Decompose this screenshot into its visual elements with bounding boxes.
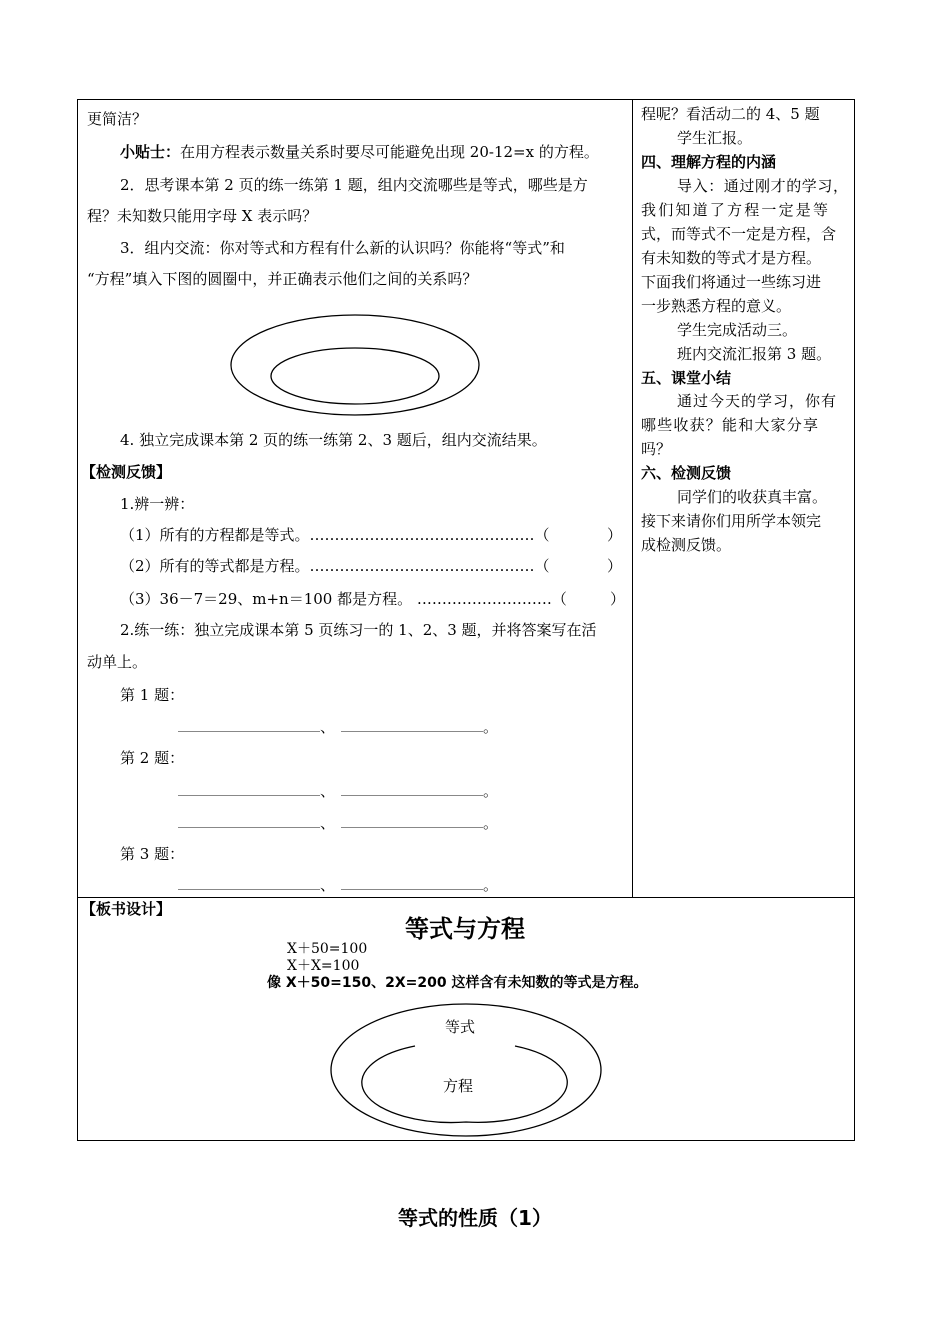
- practice-line-2: 动单上。: [87, 653, 148, 671]
- right-line-14: 同学们的收获真丰富。: [677, 488, 828, 506]
- judge-item-2: （2）所有的等式都是方程。………………………………………（: [120, 557, 550, 575]
- right-line-5: 式，而等式不一定是方程，含: [641, 225, 837, 243]
- end-mark: 。: [483, 814, 499, 832]
- answer-blank[interactable]: [341, 717, 483, 732]
- judge-item-2-close: ）: [607, 557, 623, 575]
- right-line-9: 学生完成活动三。: [677, 321, 798, 339]
- answer-blank[interactable]: [178, 717, 320, 732]
- feedback-header: 【检测反馈】: [81, 463, 172, 481]
- board-equation-1: X＋50=100: [287, 941, 368, 957]
- answer-blank[interactable]: [178, 813, 320, 828]
- question-3-line-2: “方程”填入下图的圆圈中，并正确表示他们之间的关系吗？: [87, 270, 478, 288]
- right-line-12: 哪些收获？能和大家分享: [641, 416, 820, 434]
- tip-label: 小贴士：: [120, 143, 181, 161]
- column-divider: [632, 99, 633, 898]
- end-mark: 。: [483, 718, 499, 736]
- exercise-1-label: 第 1 题：: [120, 686, 185, 704]
- row-divider: [77, 897, 855, 898]
- right-line-8: 一步熟悉方程的意义。: [641, 297, 792, 315]
- exercise-3-label: 第 3 题：: [120, 845, 185, 863]
- question-2-line-2: 程？未知数只能用字母 X 表示吗？: [87, 207, 318, 225]
- right-line-4: 我们知道了方程一定是等: [641, 201, 831, 219]
- exercise-2-answer-row-2: [178, 812, 498, 834]
- exercise-1-answer-row: [178, 716, 498, 738]
- separator: 、: [320, 782, 336, 800]
- judge-item-3: （3）36－7＝29、m+n＝100 都是方程。 ………………………（: [120, 590, 567, 608]
- answer-blank[interactable]: [341, 875, 483, 890]
- answer-blank[interactable]: [178, 781, 320, 796]
- question-2-line-1: 2．思考课本第 2 页的练一练第 1 题，组内交流哪些是等式，哪些是方: [120, 176, 588, 194]
- table-right-border: [854, 99, 855, 1141]
- judge-item-3-close: ）: [610, 590, 626, 608]
- answer-blank[interactable]: [341, 781, 483, 796]
- board-outer-label: 等式: [445, 1018, 476, 1036]
- judge-item-1-close: ）: [607, 526, 623, 544]
- answer-blank[interactable]: [341, 813, 483, 828]
- exercise-2-label: 第 2 题：: [120, 749, 185, 767]
- venn-blank-diagram: [225, 312, 485, 422]
- venn-outer-ellipse: [231, 315, 479, 415]
- section-5-heading: 五、课堂小结: [641, 369, 732, 387]
- judge-item-1: （1）所有的方程都是等式。………………………………………（: [120, 526, 550, 544]
- right-line-16: 成检测反馈。: [641, 536, 732, 554]
- question-3-line-1: 3．组内交流：你对等式和方程有什么新的认识吗？你能将“等式”和: [120, 239, 565, 257]
- answer-blank[interactable]: [178, 875, 320, 890]
- right-line-11: 通过今天的学习，你有: [677, 392, 838, 410]
- table-left-border: [77, 99, 78, 1141]
- exercise-3-answer-row: [178, 874, 498, 896]
- board-statement: 像 X＋50=150、2X=200 这样含有未知数的等式是方程。: [267, 975, 648, 991]
- right-line-2: 学生汇报。: [677, 129, 753, 147]
- section-6-heading: 六、检测反馈: [641, 464, 732, 482]
- judge-title: 1.辨一辨：: [120, 495, 195, 513]
- board-header: 【板书设计】: [81, 900, 172, 918]
- right-line-6: 有未知数的等式才是方程。: [641, 249, 822, 267]
- separator: 、: [320, 718, 336, 736]
- separator: 、: [320, 814, 336, 832]
- right-line-1: 程呢？看活动二的 4、5 题: [641, 105, 820, 123]
- section-4-heading: 四、理解方程的内涵: [641, 153, 777, 171]
- right-line-15: 接下来请你们用所学本领完: [641, 512, 822, 530]
- end-mark: 。: [483, 782, 499, 800]
- practice-line-1: 2.练一练：独立完成课本第 5 页练习一的 1、2、3 题，并将答案写在活: [120, 621, 597, 639]
- board-title: 等式与方程: [405, 915, 525, 943]
- next-section-title: 等式的性质（1）: [398, 1206, 552, 1230]
- end-mark: 。: [483, 876, 499, 894]
- left-line-1: 更简洁？: [87, 110, 148, 128]
- venn-inner-ellipse: [271, 348, 439, 404]
- board-equation-2: X＋X=100: [287, 958, 360, 974]
- question-4: 4. 独立完成课本第 2 页的练一练第 2、3 题后，组内交流结果。: [120, 431, 547, 449]
- right-line-7: 下面我们将通过一些练习进: [641, 273, 822, 291]
- tip-text: 在用方程表示数量关系时要尽可能避免出现 20-12=x 的方程。: [180, 143, 599, 161]
- right-line-13: 吗？: [641, 440, 672, 458]
- separator: 、: [320, 876, 336, 894]
- tip-line: [120, 141, 599, 163]
- table-top-border: [77, 99, 855, 100]
- table-bottom-border: [77, 1140, 855, 1141]
- right-line-3: 导入：通过刚才的学习，: [677, 177, 849, 195]
- board-inner-label: 方程: [443, 1077, 474, 1095]
- right-line-10: 班内交流汇报第 3 题。: [677, 345, 832, 363]
- exercise-2-answer-row-1: [178, 780, 498, 802]
